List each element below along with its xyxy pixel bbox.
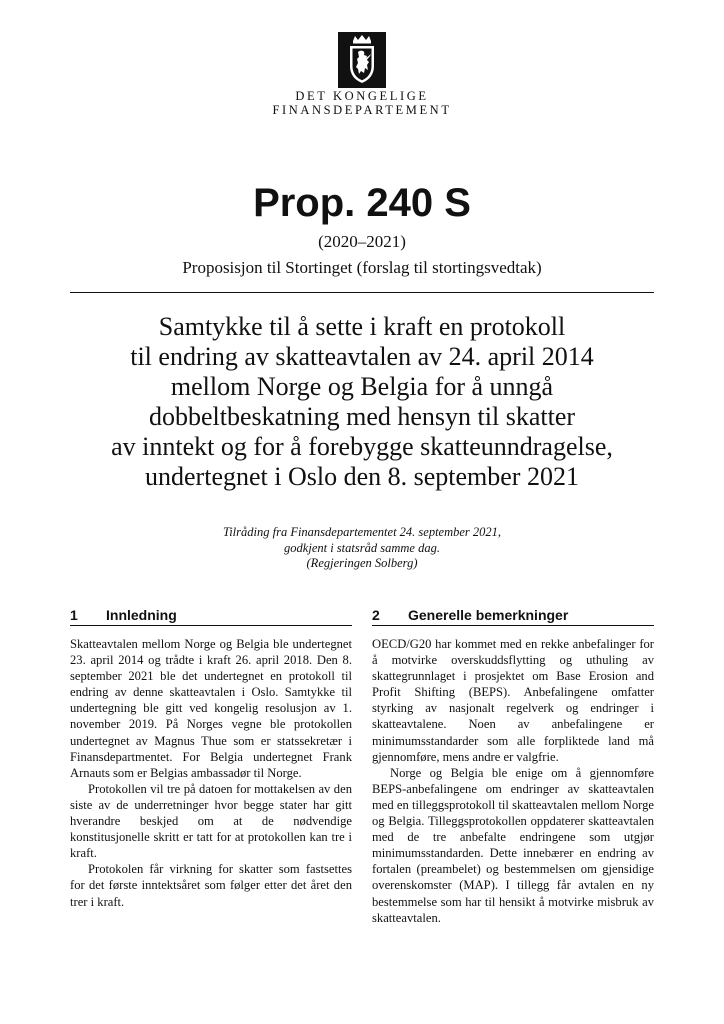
ministry-name-line2: FINANSDEPARTEMENT [272,103,452,117]
coat-of-arms-logo [338,32,386,88]
main-title-line: til endring av skatteavtalen av 24. april 2014 [130,342,594,371]
main-title-line: dobbeltbeskatning med hensyn til skatter [148,402,576,431]
paragraph: Skatteavtalen mellom Norge og Belgia ble undertegnet 23. april 2014 og trådte i kraft 26. april 2018. Den 8. september 2021 ble det undertegnet en protokoll til endring av denne skatteavtalen i Oslo. Samtykke til undertegning ble gitt ved kongelig resolusjon av 1. november 2019. På Norges vegne ble protokollen undertegnet av Magnus Thue som er statssekretær i Finansdepartmentet. For Belgia undertegnet Frank Arnauts som er Belgias ambassadør til Norge. [70,637,352,780]
proposition-subtitle: Proposisjon til Stortinget (forslag til stortingsvedtak) [182,258,542,277]
recommendation-line: (Regjeringen Solberg) [306,556,418,570]
session-years: (2020–2021) [318,232,406,251]
recommendation-line: godkjent i statsråd samme dag. [284,540,440,555]
section-body [372,636,654,926]
paragraph: OECD/G20 har kommet med en rekke anbefalinger for å motvirke overskuddsflytting og uthuling av skattegrunnlaget i prosjektet om Base Erosion and Profit Shifting (BEPS). Anbefalingene omfatter styrking av nasjonalt regelverk og endringer i skatteavtalene. Noen av anbefalingene er minimumsstandarder som alle forpliktede land må gjennomføre, mens andre er valgfrie. [372,637,654,764]
paragraph: Protokolen får virkning for skatter som fastsettes for det første inntektsåret som følger etter det året den trer i kraft. [70,862,352,909]
document-main-title [70,312,654,492]
section-introduction [70,606,352,910]
section-title: Innledning [106,607,177,623]
section-heading [70,606,352,626]
recommendation-note [70,525,654,572]
proposition-number: Prop. 240 S [253,181,471,225]
section-body [70,636,352,910]
section-heading [372,606,654,626]
paragraph: Norge og Belgia ble enige om å gjennomføre BEPS-anbefalingene om endringer av skatteavtalen med en tilleggsprotokoll til skatteavtalen mellom Norge og Belgia. Tilleggsprotokollen oppdaterer skatteavtalen med de tre anbefalte endringene som utgjør minimumsstandarden. Dette innebærer en endring av fortalen (preambelet) og bestemmelsen om gjensidige overenskomster (MAP). I tillegg får avtalen en ny bestemmelse som har til hensikt å motvirke misbruk av skatteavtalen. [372,765,654,925]
main-title-line: undertegnet i Oslo den 8. september 2021 [145,462,579,491]
section-number: 2 [372,607,380,623]
recommendation-line: Tilråding fra Finansdepartementet 24. september 2021, [222,525,502,539]
section-general-remarks [372,606,654,926]
title-divider [70,292,654,293]
main-title-line: Samtykke til å sette i kraft en protokoll [158,312,566,341]
section-title: Generelle bemerkninger [408,607,569,623]
ministry-name-line1: DET KONGELIGE [295,89,429,103]
paragraph: Protokollen vil tre på datoen for mottakelsen av den siste av de underretninger hvor begge stater har gitt hverandre beskjed om at de nødvendige konstitusjonelle skritt er tatt for at protokollen kan tre i kraft. [70,781,352,861]
section-number: 1 [70,607,78,623]
main-title-line: mellom Norge og Belgia for å unngå [170,372,554,401]
main-title-line: av inntekt og for å forebygge skatteunndragelse, [111,432,613,461]
